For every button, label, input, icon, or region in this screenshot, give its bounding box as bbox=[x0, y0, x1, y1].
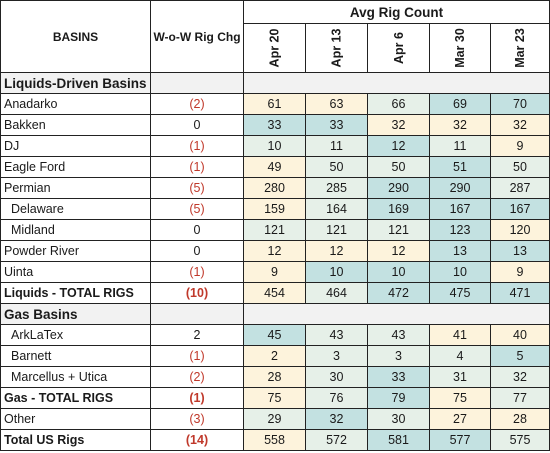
basin-name: Other bbox=[1, 409, 151, 430]
basin-name: Delaware bbox=[1, 199, 151, 220]
rig-count-cell: 79 bbox=[368, 388, 430, 409]
rig-count-cell: 70 bbox=[491, 94, 550, 115]
rig-count-cell: 28 bbox=[491, 409, 550, 430]
date-header-label: Mar 30 bbox=[452, 28, 467, 68]
section-blank-cell bbox=[151, 73, 244, 94]
rig-count-cell: 121 bbox=[244, 220, 306, 241]
rig-count-cell: 66 bbox=[368, 94, 430, 115]
rig-count-cell: 290 bbox=[368, 178, 430, 199]
wow-change: (1) bbox=[151, 388, 244, 409]
rig-count-cell: 120 bbox=[491, 220, 550, 241]
rig-count-cell: 12 bbox=[368, 241, 430, 262]
rig-count-cell: 12 bbox=[306, 241, 368, 262]
rig-count-cell: 33 bbox=[368, 367, 430, 388]
basin-name: Permian bbox=[1, 178, 151, 199]
section-title: Gas Basins bbox=[1, 304, 151, 325]
table-row bbox=[1, 115, 550, 136]
basin-name: Uinta bbox=[1, 262, 151, 283]
table-row bbox=[1, 262, 550, 283]
section-title: Liquids-Driven Basins bbox=[1, 73, 151, 94]
rig-count-cell: 32 bbox=[491, 367, 550, 388]
date-header bbox=[368, 24, 430, 73]
rig-count-cell: 33 bbox=[244, 115, 306, 136]
rig-count-cell: 9 bbox=[244, 262, 306, 283]
rig-count-cell: 32 bbox=[368, 115, 430, 136]
rig-count-cell: 77 bbox=[491, 388, 550, 409]
wow-change: 0 bbox=[151, 115, 244, 136]
date-header bbox=[244, 24, 306, 73]
wow-change: (10) bbox=[151, 283, 244, 304]
rig-count-cell: 287 bbox=[491, 178, 550, 199]
wow-change: 0 bbox=[151, 241, 244, 262]
rig-count-cell: 471 bbox=[491, 283, 550, 304]
rig-count-cell: 61 bbox=[244, 94, 306, 115]
basin-name: Powder River bbox=[1, 241, 151, 262]
rig-count-cell: 9 bbox=[491, 136, 550, 157]
rig-count-cell: 43 bbox=[368, 325, 430, 346]
rig-count-cell: 121 bbox=[306, 220, 368, 241]
rig-count-cell: 51 bbox=[430, 157, 491, 178]
rig-count-cell: 30 bbox=[368, 409, 430, 430]
rig-count-cell: 121 bbox=[368, 220, 430, 241]
rig-count-cell: 159 bbox=[244, 199, 306, 220]
rig-count-cell: 464 bbox=[306, 283, 368, 304]
date-header bbox=[430, 24, 491, 73]
rig-count-cell: 164 bbox=[306, 199, 368, 220]
wow-change: (1) bbox=[151, 346, 244, 367]
rig-count-cell: 27 bbox=[430, 409, 491, 430]
rig-count-cell: 45 bbox=[244, 325, 306, 346]
basin-name: Anadarko bbox=[1, 94, 151, 115]
rig-count-cell: 3 bbox=[368, 346, 430, 367]
wow-change: (2) bbox=[151, 367, 244, 388]
rig-count-cell: 11 bbox=[306, 136, 368, 157]
wow-change: (1) bbox=[151, 262, 244, 283]
rig-count-cell: 558 bbox=[244, 430, 306, 451]
rig-count-cell: 63 bbox=[306, 94, 368, 115]
wow-change: (5) bbox=[151, 178, 244, 199]
rig-count-cell: 581 bbox=[368, 430, 430, 451]
rig-count-cell: 32 bbox=[306, 409, 368, 430]
rig-count-cell: 4 bbox=[430, 346, 491, 367]
rig-count-cell: 13 bbox=[491, 241, 550, 262]
rig-count-cell: 50 bbox=[491, 157, 550, 178]
section-header-row bbox=[1, 304, 550, 325]
rig-count-cell: 28 bbox=[244, 367, 306, 388]
table-row bbox=[1, 94, 550, 115]
rig-count-cell: 76 bbox=[306, 388, 368, 409]
basin-name: Midland bbox=[1, 220, 151, 241]
rig-count-cell: 10 bbox=[368, 262, 430, 283]
rig-count-cell: 32 bbox=[430, 115, 491, 136]
rig-count-cell: 472 bbox=[368, 283, 430, 304]
basin-name: DJ bbox=[1, 136, 151, 157]
rig-count-cell: 290 bbox=[430, 178, 491, 199]
basin-name: Liquids - TOTAL RIGS bbox=[1, 283, 151, 304]
date-header bbox=[306, 24, 368, 73]
rig-count-cell: 11 bbox=[430, 136, 491, 157]
wow-change: (3) bbox=[151, 409, 244, 430]
section-blank-cell bbox=[151, 304, 244, 325]
rig-count-cell: 75 bbox=[244, 388, 306, 409]
wow-change: (14) bbox=[151, 430, 244, 451]
wow-change: (1) bbox=[151, 157, 244, 178]
basin-name: ArkLaTex bbox=[1, 325, 151, 346]
basins-header: BASINS bbox=[1, 1, 151, 73]
rig-count-cell: 167 bbox=[491, 199, 550, 220]
rig-count-cell: 69 bbox=[430, 94, 491, 115]
rig-count-cell: 29 bbox=[244, 409, 306, 430]
table-row bbox=[1, 220, 550, 241]
rig-count-cell: 9 bbox=[491, 262, 550, 283]
wow-change: (2) bbox=[151, 94, 244, 115]
table-body bbox=[1, 73, 550, 451]
rig-count-cell: 3 bbox=[306, 346, 368, 367]
section-blank-cell bbox=[244, 73, 550, 94]
avg-rig-count-header: Avg Rig Count bbox=[244, 1, 550, 24]
table-row bbox=[1, 157, 550, 178]
rig-count-cell: 577 bbox=[430, 430, 491, 451]
rig-count-cell: 10 bbox=[430, 262, 491, 283]
rig-count-cell: 5 bbox=[491, 346, 550, 367]
date-header bbox=[491, 24, 550, 73]
rig-count-cell: 454 bbox=[244, 283, 306, 304]
rig-count-cell: 285 bbox=[306, 178, 368, 199]
basin-name: Marcellus + Utica bbox=[1, 367, 151, 388]
rig-count-cell: 75 bbox=[430, 388, 491, 409]
rig-count-cell: 10 bbox=[306, 262, 368, 283]
rig-count-cell: 123 bbox=[430, 220, 491, 241]
table-row bbox=[1, 283, 550, 304]
wow-change: (1) bbox=[151, 136, 244, 157]
rig-count-cell: 12 bbox=[244, 241, 306, 262]
rig-count-cell: 2 bbox=[244, 346, 306, 367]
table-row bbox=[1, 367, 550, 388]
rig-count-cell: 167 bbox=[430, 199, 491, 220]
rig-count-cell: 572 bbox=[306, 430, 368, 451]
table-row bbox=[1, 346, 550, 367]
section-blank-cell bbox=[244, 304, 550, 325]
wow-change: 2 bbox=[151, 325, 244, 346]
rig-count-cell: 280 bbox=[244, 178, 306, 199]
rig-count-cell: 12 bbox=[368, 136, 430, 157]
table-row bbox=[1, 241, 550, 262]
rig-count-cell: 13 bbox=[430, 241, 491, 262]
rig-count-cell: 32 bbox=[491, 115, 550, 136]
wow-change: 0 bbox=[151, 220, 244, 241]
basin-name: Bakken bbox=[1, 115, 151, 136]
table-row bbox=[1, 178, 550, 199]
date-header-label: Apr 13 bbox=[329, 28, 344, 68]
date-header-label: Apr 20 bbox=[267, 28, 282, 68]
basin-name: Eagle Ford bbox=[1, 157, 151, 178]
table-row bbox=[1, 325, 550, 346]
wow-change-header: W-o-W Rig Chg bbox=[151, 1, 244, 73]
rig-count-cell: 33 bbox=[306, 115, 368, 136]
basin-name: Gas - TOTAL RIGS bbox=[1, 388, 151, 409]
rig-count-cell: 30 bbox=[306, 367, 368, 388]
table-row bbox=[1, 136, 550, 157]
rig-count-cell: 50 bbox=[368, 157, 430, 178]
wow-change: (5) bbox=[151, 199, 244, 220]
date-header-label: Mar 23 bbox=[513, 28, 528, 68]
rig-count-cell: 10 bbox=[244, 136, 306, 157]
section-header-row bbox=[1, 73, 550, 94]
rig-count-cell: 475 bbox=[430, 283, 491, 304]
table-row bbox=[1, 430, 550, 451]
basin-name: Total US Rigs bbox=[1, 430, 151, 451]
rig-count-cell: 575 bbox=[491, 430, 550, 451]
rig-count-cell: 40 bbox=[491, 325, 550, 346]
table-row bbox=[1, 409, 550, 430]
rig-count-cell: 31 bbox=[430, 367, 491, 388]
table-row bbox=[1, 199, 550, 220]
date-header-label: Apr 6 bbox=[391, 32, 406, 64]
rig-count-cell: 169 bbox=[368, 199, 430, 220]
rig-count-cell: 49 bbox=[244, 157, 306, 178]
table-row bbox=[1, 388, 550, 409]
rig-count-cell: 43 bbox=[306, 325, 368, 346]
rig-count-cell: 41 bbox=[430, 325, 491, 346]
rig-count-cell: 50 bbox=[306, 157, 368, 178]
basin-name: Barnett bbox=[1, 346, 151, 367]
